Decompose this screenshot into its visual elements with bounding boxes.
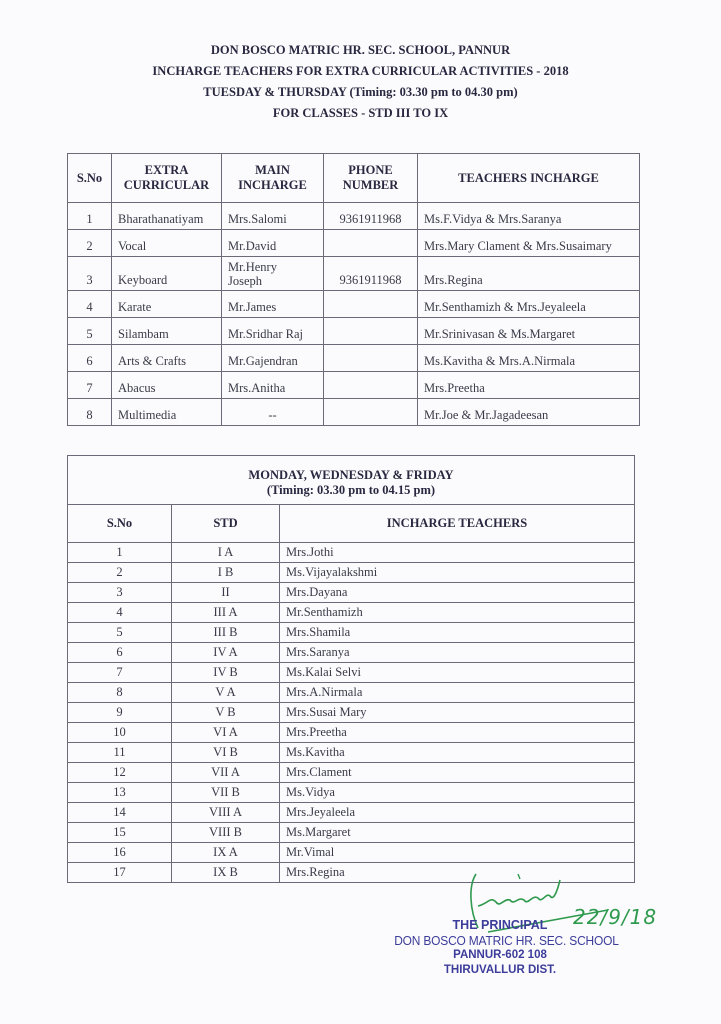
school-name: DON BOSCO MATRIC HR. SEC. SCHOOL, PANNUR	[210, 43, 511, 57]
table-row	[68, 583, 635, 603]
table-row	[68, 763, 635, 783]
cell-sno: 6	[68, 643, 172, 663]
cell-teacher: Ms.Kavitha	[280, 743, 635, 763]
cell-sno: 5	[68, 318, 112, 345]
cell-sno: 12	[68, 763, 172, 783]
table-header-row	[68, 505, 635, 543]
cell-activity: Multimedia	[112, 399, 222, 426]
document-subtitle: INCHARGE TEACHERS FOR EXTRA CURRICULAR ACTIVITIES - 2018	[152, 64, 569, 78]
table-header-row	[68, 154, 640, 203]
cell-phone	[324, 399, 418, 426]
cell-teacher: Ms.Kalai Selvi	[280, 663, 635, 683]
cell-std: VII A	[172, 763, 280, 783]
cell-sno: 7	[68, 372, 112, 399]
document-header	[0, 40, 721, 124]
cell-teachers: Mrs.Preetha	[418, 372, 640, 399]
cell-std: VI B	[172, 743, 280, 763]
table-row	[68, 723, 635, 743]
col-header-sno: S.No	[68, 154, 112, 203]
table-row	[68, 399, 640, 426]
cell-sno: 5	[68, 623, 172, 643]
cell-sno: 3	[68, 583, 172, 603]
cell-teachers: Ms.F.Vidya & Mrs.Saranya	[418, 203, 640, 230]
table-row	[68, 291, 640, 318]
cell-std: I A	[172, 543, 280, 563]
table-row	[68, 683, 635, 703]
table-row	[68, 203, 640, 230]
cell-sno: 8	[68, 399, 112, 426]
stamp-pincode: PANNUR-602 108	[453, 949, 547, 961]
cell-sno: 13	[68, 783, 172, 803]
cell-sno: 4	[68, 603, 172, 623]
cell-sno: 10	[68, 723, 172, 743]
cell-teacher: Ms.Vidya	[280, 783, 635, 803]
cell-teacher: Mrs.A.Nirmala	[280, 683, 635, 703]
cell-sno: 15	[68, 823, 172, 843]
cell-sno: 9	[68, 703, 172, 723]
cell-phone	[324, 291, 418, 318]
cell-main-incharge: Mrs.Salomi	[222, 203, 324, 230]
col-header-phone: PHONE NUMBER	[324, 154, 418, 203]
cell-sno: 16	[68, 843, 172, 863]
cell-teacher: Mrs.Shamila	[280, 623, 635, 643]
schedule-line: TUESDAY & THURSDAY (Timing: 03.30 pm to 04.30 pm)	[203, 85, 518, 99]
stamp-school: DON BOSCO MATRIC HR. SEC. SCHOOL	[394, 933, 619, 948]
cell-std: IV B	[172, 663, 280, 683]
cell-std: III A	[172, 603, 280, 623]
cell-main-incharge: Mr.Gajendran	[222, 345, 324, 372]
signature-date: 22/9/18	[573, 905, 658, 929]
cell-sno: 4	[68, 291, 112, 318]
cell-teacher: Mrs.Saranya	[280, 643, 635, 663]
table-row	[68, 543, 635, 563]
cell-std: IX B	[172, 863, 280, 883]
cell-teacher: Mrs.Preetha	[280, 723, 635, 743]
cell-teachers: Mrs.Regina	[418, 257, 640, 291]
cell-phone	[324, 318, 418, 345]
cell-activity: Karate	[112, 291, 222, 318]
cell-phone: 9361911968	[324, 257, 418, 291]
col-header-main-incharge: MAIN INCHARGE	[222, 154, 324, 203]
cell-std: I B	[172, 563, 280, 583]
cell-teacher: Mrs.Regina	[280, 863, 635, 883]
principal-stamp	[394, 918, 619, 978]
cell-teacher: Mr.Senthamizh	[280, 603, 635, 623]
cell-main-incharge: Mr.Sridhar Raj	[222, 318, 324, 345]
cell-teacher: Mrs.Jeyaleela	[280, 803, 635, 823]
col-header-std: STD	[172, 505, 280, 543]
cell-activity: Bharathanatiyam	[112, 203, 222, 230]
table-row	[68, 372, 640, 399]
table-row	[68, 318, 640, 345]
cell-phone: 9361911968	[324, 203, 418, 230]
table-row	[68, 603, 635, 623]
cell-std: IV A	[172, 643, 280, 663]
cell-sno: 7	[68, 663, 172, 683]
cell-main-incharge: Mrs.Anitha	[222, 372, 324, 399]
cell-std: VIII A	[172, 803, 280, 823]
cell-phone	[324, 372, 418, 399]
col-header-teachers: TEACHERS INCHARGE	[418, 154, 640, 203]
table-row	[68, 823, 635, 843]
cell-teachers: Ms.Kavitha & Mrs.A.Nirmala	[418, 345, 640, 372]
activities-table	[67, 153, 640, 426]
class-incharge-table	[67, 455, 635, 883]
cell-teacher: Mrs.Clament	[280, 763, 635, 783]
table-row	[68, 230, 640, 257]
cell-sno: 1	[68, 203, 112, 230]
cell-std: VIII B	[172, 823, 280, 843]
cell-std: IX A	[172, 843, 280, 863]
stamp-district: THIRUVALLUR DIST.	[443, 964, 557, 976]
cell-activity: Silambam	[112, 318, 222, 345]
cell-activity: Vocal	[112, 230, 222, 257]
cell-phone	[324, 230, 418, 257]
table-row	[68, 623, 635, 643]
cell-sno: 2	[68, 230, 112, 257]
cell-sno: 17	[68, 863, 172, 883]
table-row	[68, 257, 640, 291]
cell-phone	[324, 345, 418, 372]
cell-teacher: Mr.Vimal	[280, 843, 635, 863]
cell-teachers: Mr.Srinivasan & Ms.Margaret	[418, 318, 640, 345]
cell-activity: Arts & Crafts	[112, 345, 222, 372]
cell-std: V B	[172, 703, 280, 723]
table-row	[68, 643, 635, 663]
cell-teachers: Mr.Joe & Mr.Jagadeesan	[418, 399, 640, 426]
cell-sno: 11	[68, 743, 172, 763]
cell-sno: 1	[68, 543, 172, 563]
cell-teacher: Mrs.Jothi	[280, 543, 635, 563]
stamp-title: THE PRINCIPAL	[452, 918, 548, 932]
cell-teacher: Ms.Margaret	[280, 823, 635, 843]
table-row	[68, 345, 640, 372]
cell-sno: 8	[68, 683, 172, 703]
cell-sno: 3	[68, 257, 112, 291]
cell-sno: 14	[68, 803, 172, 823]
cell-main-incharge: Mr.David	[222, 230, 324, 257]
cell-teachers: Mr.Senthamizh & Mrs.Jeyaleela	[418, 291, 640, 318]
table-row	[68, 843, 635, 863]
table-caption-row	[68, 456, 635, 505]
cell-std: II	[172, 583, 280, 603]
table-row	[68, 563, 635, 583]
col-header-teachers: INCHARGE TEACHERS	[280, 505, 635, 543]
cell-std: V A	[172, 683, 280, 703]
table-row	[68, 663, 635, 683]
cell-teacher: Mrs.Susai Mary	[280, 703, 635, 723]
cell-teachers: Mrs.Mary Clament & Mrs.Susaimary	[418, 230, 640, 257]
cell-std: III B	[172, 623, 280, 643]
cell-main-incharge: --	[222, 399, 324, 426]
col-header-activity: EXTRA CURRICULAR	[112, 154, 222, 203]
cell-teacher: Ms.Vijayalakshmi	[280, 563, 635, 583]
cell-main-incharge: Mr.Henry Joseph	[222, 257, 324, 291]
cell-std: VII B	[172, 783, 280, 803]
table-row	[68, 743, 635, 763]
table-row	[68, 783, 635, 803]
cell-main-incharge: Mr.James	[222, 291, 324, 318]
table-row	[68, 803, 635, 823]
cell-activity: Abacus	[112, 372, 222, 399]
cell-activity: Keyboard	[112, 257, 222, 291]
col-header-sno: S.No	[68, 505, 172, 543]
table-row	[68, 703, 635, 723]
cell-sno: 2	[68, 563, 172, 583]
cell-std: VI A	[172, 723, 280, 743]
classes-line: FOR CLASSES - STD III TO IX	[272, 106, 449, 120]
table-caption: MONDAY, WEDNESDAY & FRIDAY (Timing: 03.30 pm to 04.15 pm)	[68, 456, 635, 505]
cell-teacher: Mrs.Dayana	[280, 583, 635, 603]
cell-sno: 6	[68, 345, 112, 372]
